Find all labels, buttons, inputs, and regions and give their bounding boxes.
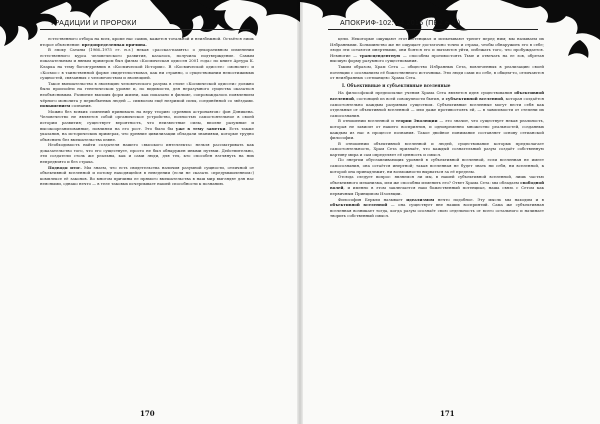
bold-term: свободной волей — [330, 179, 544, 191]
section-heading: I. Объективные и субъективные вселенные — [342, 82, 451, 88]
text-run: В отношении объективной вселенной и людей, существование которых предполагает самостоятельность, Храм Сета признаёт, что каждый сознательный разум создаёт собственную картину мира и сам определяет её ценность и смысл. — [330, 140, 544, 157]
bold-term: предопределенная причина. — [81, 41, 147, 47]
text-run: В отношении вселенной и — [338, 118, 396, 124]
bold-term: трансцендентную — [359, 52, 401, 58]
text-run: Философия Беркли называет — [338, 196, 407, 202]
page-body — [330, 36, 544, 219]
bold-term: объективной вселенной — [330, 90, 544, 101]
text-run: На философской предпосылке учения Храма Сета является идея существования — [338, 90, 515, 96]
text-run: , состоящей из всей совокупности бытия, и — [353, 95, 446, 101]
text-run: Отсюда следует вопрос: являемся ли мы, в нашей субъективной вселенной, лишь частью объективного механизма, или же способны изменить его? Ответ Храма Сета: мы обладаем — [330, 174, 544, 185]
body-paragraph — [40, 165, 254, 187]
bold-term: субъективной вселенной — [445, 95, 504, 101]
text-run: Необходимость найти создателя нашего «высокого интеллекта» нельзя рассматривать как доказательство того, что его существует, просто не был обнаружен иными путями. Действительно, эти создатели столь же реальны, как и сами люди, для тех, кто способен взглянуть на них непредвзято и без страха. — [40, 142, 254, 165]
body-paragraph — [330, 157, 544, 174]
body-paragraph — [330, 90, 544, 118]
bold-term: теории Эволюции — [395, 118, 438, 124]
bold-term: объективной вселенной — [330, 202, 388, 208]
body-paragraph — [40, 47, 254, 81]
text-run: Мы знаем, что есть свидетельства наличия разумной сущности, отличной от объективной вселенной и потому находящейся в неведении (если не сказать «предумышленном») комплексе её законов. Во многом причины ее прямого вмешательства в наш мир выглядят для нас неясными, однако нечто — в теле таковых исчерпывает нашей способности к познанию. — [40, 164, 254, 187]
bold-term: уже в тему заметки — [175, 125, 226, 131]
body-paragraph — [330, 64, 544, 81]
header-rule — [40, 29, 250, 30]
page-number: 170 — [140, 409, 155, 418]
running-header: АПОКРИФ-102: 04.2016 (ПЕ2 е.н.) — [340, 20, 461, 27]
page-number: 171 — [440, 409, 455, 418]
text-run: — это значит, что существует некая реальность, которая не зависит от нашего восприятия, и одновременно множество реальностей, созданных каждым из нас в процессе познания. Такое двойное понимание составляет основу сетианской философии. — [330, 118, 544, 141]
body-paragraph — [40, 109, 254, 143]
body-paragraph — [330, 36, 544, 64]
text-run: Такое вмешательство в эволюцию человеческого разума в стиле «Космической одиссеи» должно было произойти на генетическом уровне и, по видимости, для неразумного существа оказаться необъяснимым. Развитие высших форм жизни, как показано в фильме, сопровождалось появлением чёрного монолита у первобытных людей — символом ещё незримой силы, соединённой со звёздами. — [40, 80, 254, 103]
body-paragraph — [330, 197, 544, 219]
text-run: естественного отбора на всех, кроме нас самих, кажется тотальной и неизбежной. Остаётся лишь второе объяснение: — [40, 36, 254, 47]
bold-term: идеализмом — [406, 196, 435, 202]
body-paragraph — [40, 81, 254, 109]
text-run: Можно без всяких сомнений принимать на веру теорию «древних астронавтов» фон Дэникена. Человечество не является собой органическое устройство, полностью самостоятельное в своей истории развития; существует вероятность, что неизвестные силы, вполне разумные и высокоорганизованные, повлияли на его рост. Это было бы — [40, 108, 254, 131]
bold-term: Подводя итог. — [48, 164, 82, 170]
text-run: По энергии обуславливающих уровней в субъективной вселенной, если вселенная не имеет самосознания, она остаётся инертной; такая вселенная не будет знать ни себя, ни вселенной, к которой она принадлежит, ни возможности вырваться за её пределы. — [330, 157, 544, 174]
text-run: . Есть также указания, на исторических примерах, что древние цивилизации обладали знаниями, которые трудно объяснить без вмешательства извне. — [40, 125, 254, 142]
body-paragraph — [40, 36, 254, 47]
text-run: — способны противостоять Тьме и отвечать на ее зов, обретая высшую форму разумного существования. — [330, 52, 544, 64]
right-page — [300, 0, 600, 424]
body-paragraph — [330, 174, 544, 196]
body-paragraph — [330, 118, 544, 140]
text-run: , которая создаётся самостоятельно каждым разумным существом. Субъективные вселенные могут вести себя как отдельные от объективной вселенной — или даже противостоять ей, — в зависимости от степени их самосознания. — [330, 95, 544, 118]
page-body — [40, 36, 254, 187]
text-run: , и именно в этом заключается наш божественный потенциал, наша связь с Сетом как первичным Принципом Изоляции. — [330, 185, 544, 197]
book-gutter — [297, 0, 303, 424]
bold-term: повышением — [40, 103, 71, 109]
header-rule — [328, 29, 538, 30]
text-run: В эпоху Сатаны (1966–1975 гг. н.э.) некая «рассказ-память» о декоративном изменении естественного курса человеческого развития, казалось, получила подтверждение. Самым показательным и явным примером был фильм «Космическая одиссея 2001 года» по книге Артура К. Кларка на тему богов-древних в «Космической Истории». В «Космической одиссее» «монолит» и «Космос» в таинственной форме свидетельствовал, как ни странно, о существовании непостижимых сущностей, связанных с человечеством и эволюцией. — [40, 47, 254, 81]
text-run: нечто подобное. Эту мысль мы находим и в — [434, 196, 544, 202]
text-run: цели. Некоторые ощущают этот потенциал и испытывают трепет перед ним; мы называем их Избранными. Большинство же не ощущает достаточно точно и страха, чтобы обнаружить его в себе; люди эти остаются инертными, они боятся его и пытаются уйти, избежать того, что пробуждается. Немногие — — [330, 36, 544, 58]
body-paragraph — [330, 141, 544, 158]
text-run: — она существует вне наших восприятий. Сама же субъективная вселенная возникает тогда, когда разум осознаёт свою отдельность от всего остального и начинает творить собственный смысл. — [330, 202, 544, 219]
running-header: ТРАДИЦИИ И ПРОРОКИ — [50, 20, 137, 27]
body-paragraph — [40, 142, 254, 164]
text-run: Таким образом, Храм Сета — общество Избранных Сета, вовлеченных в реализацию своей потенции с осознанием её божественного источника. Эти люди сами по себе, в общем-то, отличаются от неизбранных «сетианцев» Храма Сета. — [330, 63, 544, 81]
text-run: сознания. — [70, 103, 92, 109]
